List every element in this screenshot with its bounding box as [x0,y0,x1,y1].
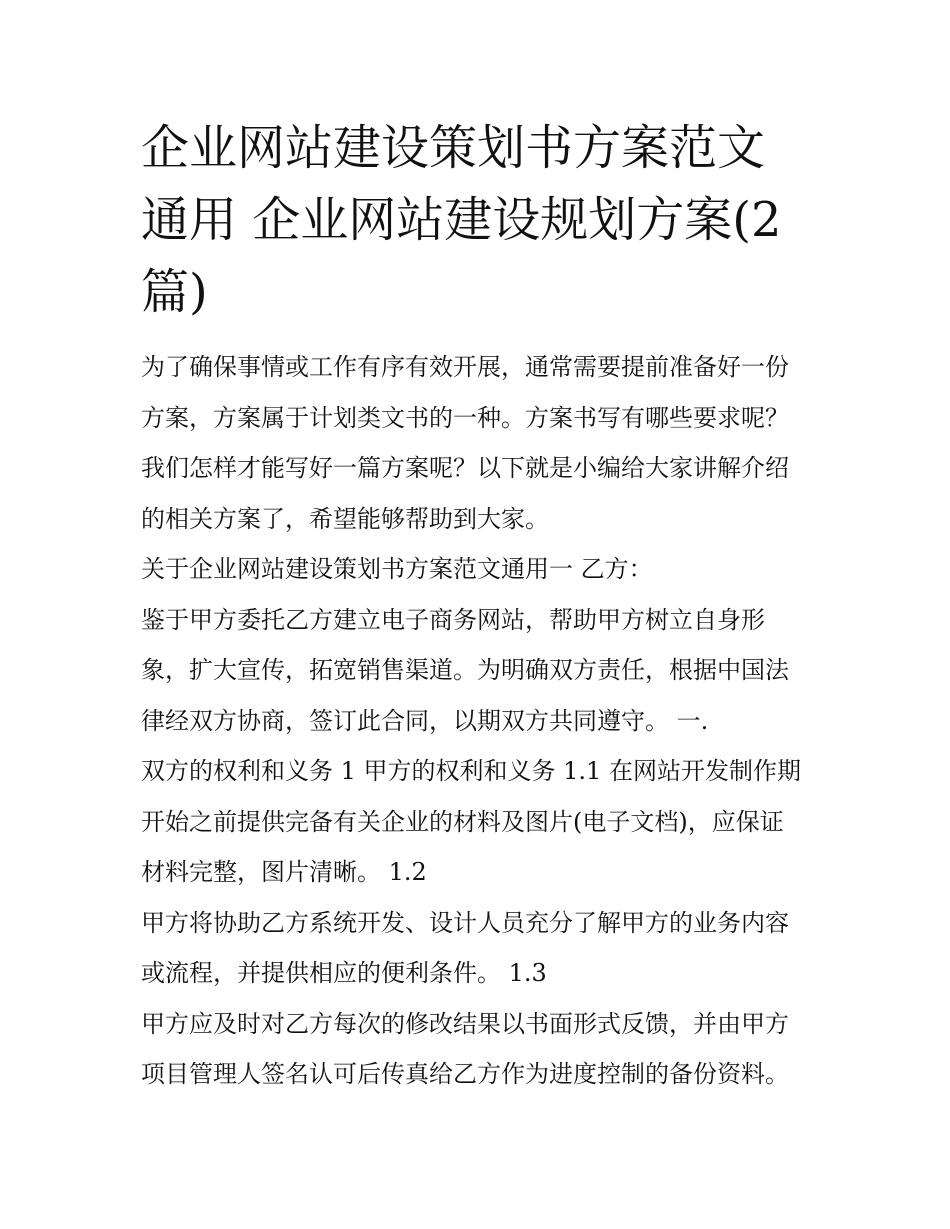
body-line: 象，扩大宣传，拓宽销售渠道。为明确双方责任，根据中国法 [141,656,789,684]
title-line: 企业网站建设策划书方案范文 [141,120,766,176]
document-title [141,112,816,328]
body-line: 的相关方案了，希望能够帮助到大家。 [141,504,549,533]
body-line: 双方的权利和义务 1 甲方的权利和义务 1.1 在网站开发制作期 [141,757,801,785]
document-body [141,342,816,1100]
body-line: 开始之前提供完备有关企业的材料及图片(电子文档)，应保证 [141,807,784,836]
body-line: 方案，方案属于计划类文书的一种。方案书写有哪些要求呢？ [141,403,789,432]
body-line: 材料完整，图片清晰。 1.2 [141,858,427,886]
body-line: 或流程，并提供相应的便利条件。 1.3 [141,959,547,987]
body-line: 甲方应及时对乙方每次的修改结果以书面形式反馈，并由甲方 [141,1009,789,1038]
title-line: 篇) [141,264,208,320]
body-line: 项目管理人签名认可后传真给乙方作为进度控制的备份资料。 [141,1060,789,1088]
body-line: 为了确保事情或工作有序有效开展，通常需要提前准备好一份 [141,353,789,381]
document-content [141,112,816,1100]
body-line: 甲方将协助乙方系统开发、设计人员充分了解甲方的业务内容 [141,908,789,937]
title-line: 通用 企业网站建设规划方案(2 [141,192,782,248]
body-line: 律经双方协商，签订此合同，以期双方共同遵守。 一. [141,706,709,735]
body-line: 鉴于甲方委托乙方建立电子商务网站，帮助甲方树立自身形 [141,605,765,634]
body-line: 我们怎样才能写好一篇方案呢？以下就是小编给大家讲解介绍 [141,454,789,482]
body-line: 关于企业网站建设策划书方案范文通用一 乙方： [141,555,653,583]
